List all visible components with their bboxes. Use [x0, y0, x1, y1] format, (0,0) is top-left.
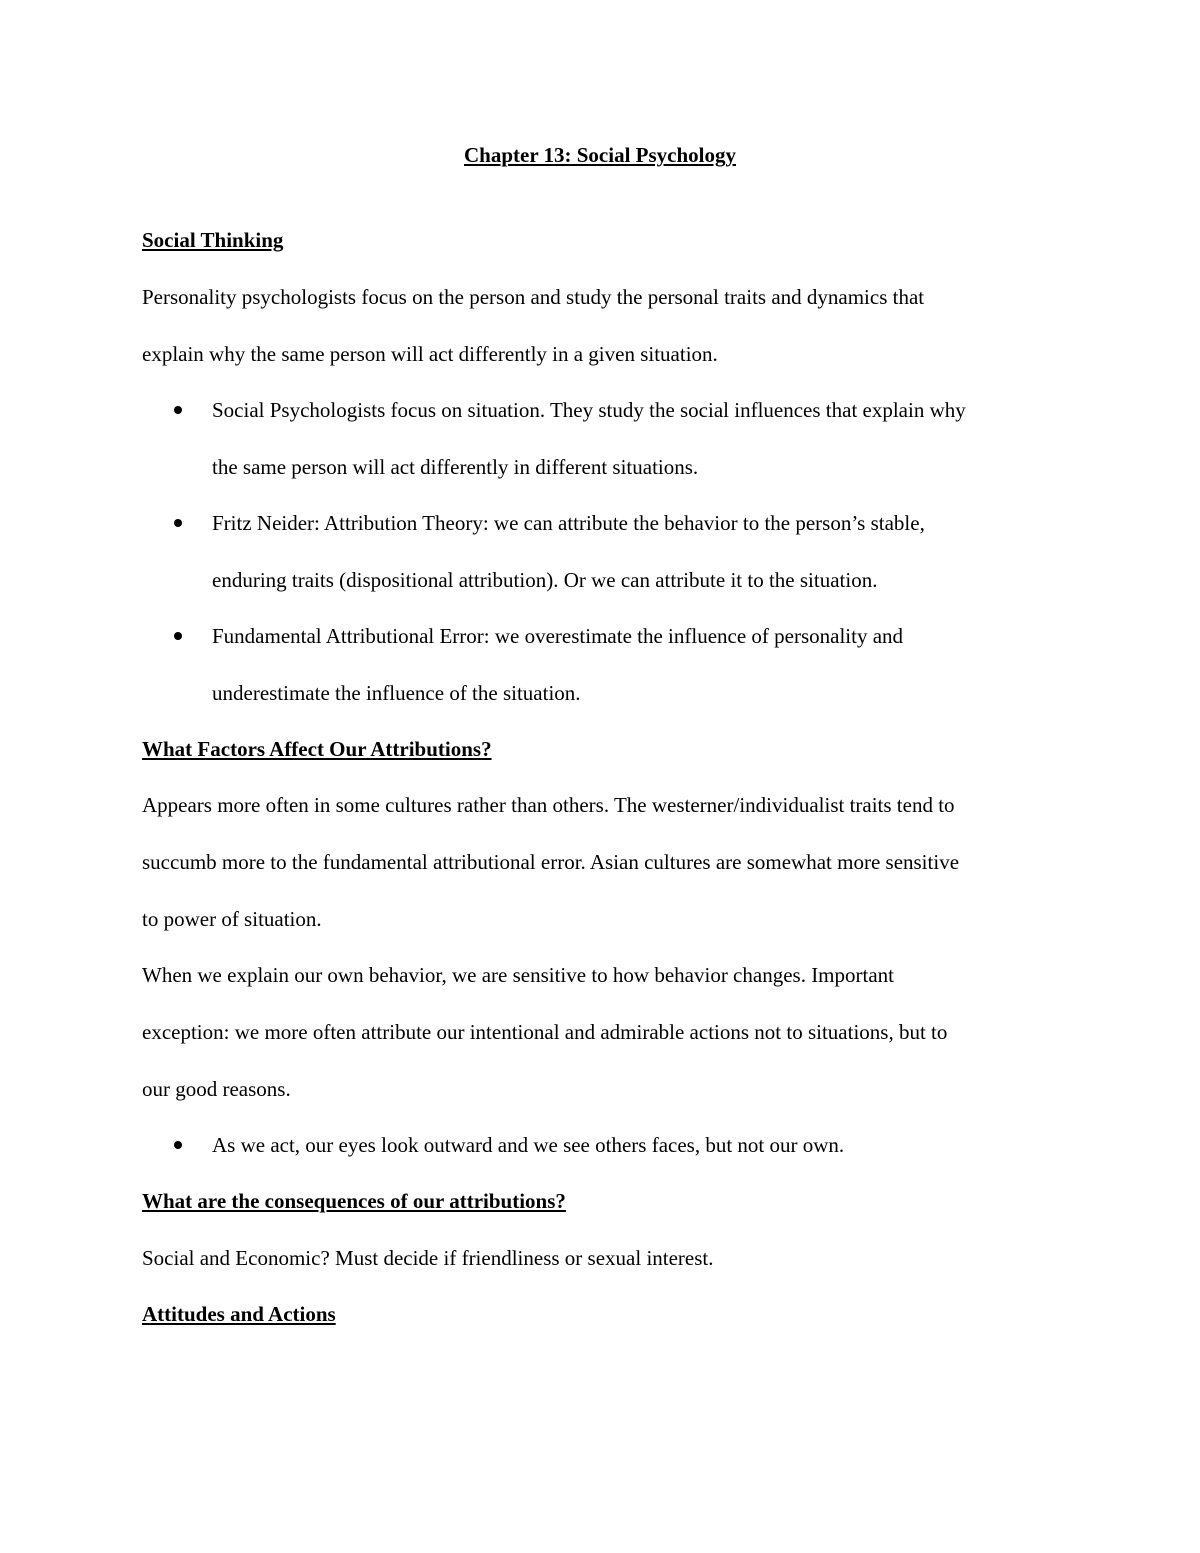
bullet-icon — [174, 406, 182, 414]
bullet-line: Social Psychologists focus on situation. They study the social influences that explain why — [212, 398, 966, 422]
paragraph-line: exception: we more often attribute our intentional and admirable actions not to situations, but to — [142, 1020, 948, 1044]
paragraph-line: our good reasons. — [142, 1077, 291, 1101]
bullet-line: As we act, our eyes look outward and we see others faces, but not our own. — [212, 1133, 845, 1157]
paragraph-line: When we explain our own behavior, we are sensitive to how behavior changes. Important — [142, 963, 895, 987]
paragraph-line: Appears more often in some cultures rather than others. The westerner/individualist traits tend to — [142, 793, 955, 817]
section-heading-social-thinking: Social Thinking — [142, 228, 284, 252]
bullet-line: the same person will act differently in different situations. — [212, 455, 699, 479]
paragraph-line: succumb more to the fundamental attributional error. Asian cultures are somewhat more sensitive — [142, 850, 960, 874]
section-heading-factors: What Factors Affect Our Attributions? — [142, 737, 492, 761]
paragraph-line: Social and Economic? Must decide if friendliness or sexual interest. — [142, 1246, 714, 1270]
section-heading-consequences: What are the consequences of our attributions? — [142, 1189, 566, 1213]
bullet-line: Fundamental Attributional Error: we overestimate the influence of personality and — [212, 624, 904, 648]
bullet-icon — [174, 1141, 182, 1149]
bullet-icon — [174, 632, 182, 640]
bullet-line: underestimate the influence of the situation. — [212, 681, 581, 705]
section-heading-attitudes: Attitudes and Actions — [142, 1302, 336, 1326]
paragraph-line: explain why the same person will act differently in a given situation. — [142, 342, 718, 366]
page-title: Chapter 13: Social Psychology — [463, 143, 737, 167]
paragraph-line: to power of situation. — [142, 907, 322, 931]
bullet-icon — [174, 519, 182, 527]
bullet-line: enduring traits (dispositional attribution). Or we can attribute it to the situation. — [212, 568, 878, 592]
bullet-line: Fritz Neider: Attribution Theory: we can attribute the behavior to the person’s stable, — [212, 511, 925, 535]
paragraph-line: Personality psychologists focus on the person and study the personal traits and dynamics that — [142, 285, 925, 309]
